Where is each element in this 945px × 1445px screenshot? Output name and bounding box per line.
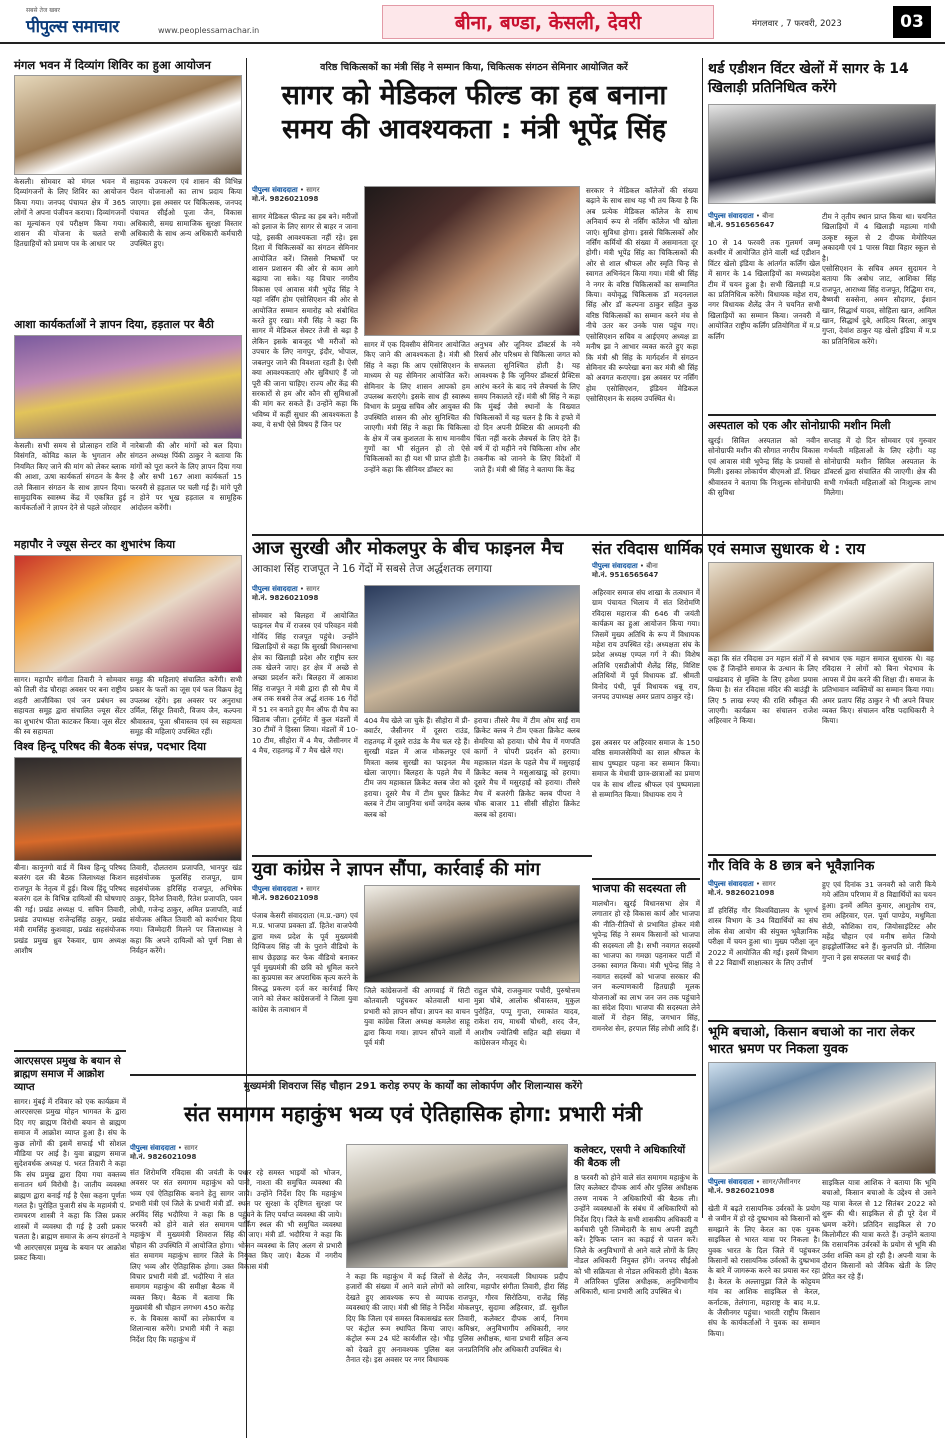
lead-headline-line1: सागर को मेडिकल फील्ड का हब बनाना [281,80,667,111]
column-divider [702,58,703,1218]
bottom-byline: पीपुल्स संवाददाता • सागर मो.नं. 9826021098 [130,1144,234,1162]
byline-name: पीपुल्स संवाददाता [252,585,298,593]
article-text: सप्ताह में दो दिन सोमवार एवं गुरुवार गर्भवती महिलाओं के लिए रहेगी। यह सोनोग्राफी मशीन सिविल अस्पताल के डॉक्टर्स द्वारा संचालित की जाएगी। क्षेत्र की सभी गर्भवती महिलाओं को निःशुल्क लाभ मिलेगा। [824,436,936,498]
article-text: तिवारी, दौलतराम प्रजापति, भानपुर खंड सहसंयोजक फूलसिंह राजपूत, ग्राम सहसंयोजक हरिसिंह राजपूत, अभिषेक ठाकुर, दिनेश तिवारी, रितेश प्रजापति, पवन लोधी, गजेन्द्र ठाकुर, अमित प्रजापति, वार्ड संयोजक अंकित तिवारी को कार्यभार दिया गया। जिम्मेदारी मिलने पर जिलाध्यक्ष ने कहा कि अपने दायित्वों को पूर्ण निष्ठा से निर्वहन करेंगे। [130,863,242,956]
article-text: हराया। तीसरे मैच में टीम ओम साईं राम क्रिकेट क्लब ने टीम एकता क्रिकेट क्लब सेमरिया को हराया। चौथे मैच में गणपति कार्गो ने चोपरी प्रदर्शन को हराया। महाकाल मंडल के पहले मैच में मसुरहाई क्रिकेट क्लब ने मसुआखाडू़ को हराया। दूसरे मैच में मसुरहाई को हराया। तीसरे मैच में बजरंगी क्रिकेट क्लब पीपरा ने चौक बाजार 11 सीसी सीहोरा क्रिकेट क्लब को हराया। [474,716,580,819]
byline-name: पीपुल्स संवाददाता [708,212,754,220]
headline: विश्व हिन्दू परिषद की बैठक संपन्न, पदभार दिया [14,740,206,753]
byline-mobile: मो.नं. 9826021098 [708,889,775,897]
article-text: एसोसिएशन के सचिव अमन सुदामन ने बताया कि अबोध जाट, आशिका सिंह राजपूत, आराध्या सिंह राजपूत, रिद्धिमा राय, बैष्णवी सक्सेना, अमन सौदागर, ईशान खान, सिद्धार्थ यादव, सोहिला खान, आमिल खान, सिद्धार्थ दुबे, आदित्य बिरला, आयुष गुप्ता, देवांश ठाकुर यह खेलो इंडिया में म.प्र का प्रतिनिधित्व करेंगे। [822,264,936,346]
headline: गौर विवि के 8 छात्र बने भूवैज्ञानिक [708,854,936,876]
article-text: संत शिरोमणि रविदास की जयंती के अवसर पर संत समागम महाकुंभ को भव्य एवं ऐतिहासिक बनाने हेतु सागर प्रभारी मंत्री एवं जिले के प्रभारी मंत्री डॉ. अरविंद सिंह भदौरिया ने कहा कि 8 फरवरी को होने वाले संत समागम महाकुंभ में मुख्यमंत्री शिवराज सिंह चौहान की उपस्थिति में आयोजित होगा। संत समागम महाकुंभ सागर जिले के लिए भव्य और ऐतिहासिक होगा। उक्त विचार प्रभारी मंत्री डॉ. भदौरिया ने संत समागम महाकुंभ की समीक्षा बैठक में व्यक्त किए। बैठक में बताया कि मुख्यमंत्री श्री चौहान लगभग 450 करोड़ रु. के विकास कार्यों का लोकार्पण व शिलान्यास करेंगे। प्रभारी मंत्री ने कहा निर्देश दिए कि महाकुंभ में [130,1168,234,1344]
article-text: बीना। कानूनगो वार्ड में विश्व हिन्दू परिषद बजरंग दल की बैठक जिलाध्यक्ष किशन राजपूत के नेतृत्व में हुई। विश्व हिंदू परिषद बजरंग दल के विभिन्न दायित्वों की घोषणाएं की गई। प्रखंड अध्यक्ष पं. सचिन तिवारी, प्रखंड उपाध्यक्ष राजेन्द्रसिंह ठाकुर, प्रखंड मंत्री रामसिंह कुशवाहा, प्रखंड सहसंयोजक प्रखंड प्रमुख ध्रुव रैकवार, ग्राम अध्यक्ष आशीष [14,863,126,956]
congress-byline: पीपुल्स संवाददाता • सागर मो.नं. 9826021098 [252,885,358,903]
byline-name: पीपुल्स संवाददाता [708,1178,754,1186]
section-title: बीना, बण्डा, केसली, देवरी [454,12,642,34]
lead-text-col1: सागर मेडिकल फील्ड का हब बने। मरीजों को इलाज के लिए सागर से बाहर न जाना पड़े, इसकी आवश्यकता नहीं रहे। इस दिशा में चिकित्सकों का संगठन सेमिनार आयोजित करें। जिससे निष्कर्षों पर शासन प्रशासन की ओर से काम आगे बढ़ाया जा सके। यह विचार नगरीय विकास एवं आवास मंत्री भूपेंद्र सिंह ने यहां नर्सिंग होम एसोसिएशन की ओर से आयोजित सम्मान समारोह को संबोधित करते हुए रखा। मंत्री सिंह ने कहा कि सागर में मेडिकल सेक्टर तेजी से बढ़ा है लेकिन इसके बावजूद भी मरीजों को उपचार के लिए नागपुर, इंदौर, भोपाल, जबलपुर जाने की विवशता रहती है। ऐसी क्या आवश्यकताएं और सुविधाएं हैं जो पूरी की जाना चाहिए। राज्य और केंद्र की सरकारों से हम और कौन सी सुविधाओं की मांग कर सकते हैं। उन्होंने कहा कि भविष्य में कहीं सुधार की आवश्यकता है क्या, ये सभी ऐसे विषय हैं जिन पर [252,212,358,430]
headline: आज सुरखी और मोकलपुर के बीच फाइनल मैच [252,534,592,560]
headline: अस्पताल को एक और सोनोग्राफी मशीन मिली [708,414,936,433]
section-title-banner [382,5,714,39]
lead-text-col4: सरकार ने मेडिकल कॉलेजों की संख्या बढ़ाने के साथ साथ यह भी तय किया है कि अब प्रत्येक मेडिकल कॉलेज के साथ अनिवार्य रूप से नर्सिंग कॉलेज भी खोला जाएं। सुविधा होगा। इससे चिकित्सकों और नर्सिंग कर्मियों की संख्या में असमानता दूर होगी। मंत्री भूपेंद्र सिंह का चिकित्सकों की ओर से शाल श्रीफल और स्मृति चिन्ह से स्वागत अभिनंदन किया गया। मंत्री श्री सिंह ने नगर के वरिष्ठ चिकित्सकों का सम्मानित किया। वयोवृद्ध चिकित्सक डॉ मदनलाल सिंह और डॉ कल्पना ठाकुर सहित कुछ वरिष्ठ चिकित्सकों का सम्मान करने मंच से नीचे उतर कर उनके पास पहुंच गए। एसोसिएशन सचिव व आईएमए अध्यक्ष डा मनीष झा ने आभार व्यक्त करते हुए कहा कि मंत्री श्री सिंह के मार्गदर्शन में संगठन सेमिनार की रूपरेखा बना कर मंत्री श्री सिंह को अवगत कराएगा। इस अवसर पर नर्सिंग होम एसोसिएशन, इंडियन मेडिकल एसोसिएशन के सदस्य उपस्थित थे। [586,186,698,404]
byline-place: सागर [184,1144,198,1152]
news-photo [14,335,242,439]
news-photo [708,1062,936,1174]
lead-text-col3: अनुभव और जूनियर डॉक्टर्स के नये रिसर्च और परिश्रम से चिकित्सा जगत को सफलता सुनिश्चित होती है। यह आवश्यक है कि जूनियर डॉक्टर्स प्रैक्टिस आरंभ करने के बाद नये लैक्चर्स के लिए समय निकालते रहें। मंत्री श्री सिंह ने कहा कि मुंबई जैसे स्थानों के विख्यात चिकित्सकों में यह चलन है कि वे हफ्ते में दो दिन अपनी प्रैक्टिस की आमदनी की चिंता नहीं करके लैक्चर्स के लिए देते हैं। वर्ष में दो महीने नये चिकित्सा शोध और तकनीक को जानने के लिए विदेशों में जाते हैं। मंत्री श्री सिंह ने बताया कि केंद्र [474,340,580,474]
byline-place: बीना [646,562,658,570]
article-text: डॉ हरिसिंह गौर विश्वविद्यालय के भूगर्भ शास्त्र विभाग के 34 विद्यार्थियों का संघ लोक सेवा आयोग की संयुक्त भूवैज्ञानिक परीक्षा में चयन हुआ था। मुख्य परीक्षा जून 2022 में आयोजित की गई। इसमें विभाग से 22 विद्यार्थी साक्षात्कार के लिए उत्तीर्ण [708,906,818,968]
article-text: अहिरवार समाज संघ शाखा के तत्वधान में ग्राम पंचायत भिलाय में संत शिरोमणि रविदास महाराज की 646 वी जयंती कार्यक्रम का हुआ आयोजन किया गया। जिसमें मुख्य अतिथि के रूप में विधायक महेश राय उपस्थित रहे। अध्यक्षता संघ के प्रदेश अध्यक्ष एम्पल गर्ग ने की। विशेष अतिथि एसडीओपी शैलेंद्र सिंह, विशिष्ट अतिथियों में पूर्व विधायक डॉ. श्रीमती विनोद पंथी, पूर्व विधायक धन्नू राय, जनपद उपाध्यक्ष अमर प्रताप ठाकुर रहे। [592,588,700,702]
bhoomi-byline: पीपुल्स संवाददाता • सागर/जैसीनगर मो.नं. 9826021098 [708,1178,820,1196]
cricket-byline: पीपुल्स संवाददाता • सागर मो.नं. 9826021098 [252,585,358,603]
bottom-article [130,1074,696,1130]
article-text: खेती में बढ़ते रासायनिक उर्वरकों के प्रयोग से जमीन में हो रहे दुष्प्रभाव को किसानों को समझाने के लिए केरल का एक युवक साइकिल से भारत यात्रा पर निकला है। युवक भारत के दिल जिले में पहुंचकर किसानों को रासायनिक उर्वरकों के दुष्प्रभाव के बारे में जागरूक करने का प्रयास कर रहा है। केरल के अल्लापुझा जिले के कोट्टयम गांव का आशिक साइकिल से केरल, कर्नाटक, तेलंगाना, महाराष्ट्र के बाद म.प्र. के जैसीनगर पहुंचा। भारती राष्ट्रीय किसान संघ के कार्यकर्ताओं ने युवक का सम्मान किया। [708,1204,820,1338]
issue-date: मंगलवार , 7 फरवरी, 2023 [752,19,842,29]
article-text: कहा कि संत रविदास उन महान संतों में से एक हैं जिन्होंने समाज के उत्थान के लिए पाखंडवाद से मुक्ति के लिए हमेशा प्रयास किया है। संत रविदास मंदिर की बाउंड्री के लिए 5 लाख रुपए की राशि स्वीकृत की जाएगी। कार्यक्रम का संचालन राजेश अहिरवार ने किया। [708,654,818,726]
headline: आरएसएस प्रमुख के बयान से ब्राह्मण समाज में आक्रोश व्याप्त [14,1050,126,1094]
ravidas-byline: पीपुल्स संवाददाता • बीना मो.नं. 9516565647 [592,562,700,580]
lead-article [252,60,696,147]
article-vhp-baithak [14,740,242,957]
article-rss-bayan [14,1050,126,1427]
article-text: ने कहा कि महाकुंभ में कई जिलों से हजारों की संख्या में आने वाले लोगों को देखते हुए आवश्यक रूप से व्यापक व्यवस्थाएं की जाए। मंत्री श्री सिंह ने निर्देश दिए कि जिला एवं समस्त विकासखंड स्तर पर कंट्रोल रूम स्थापित किया जाए। कंट्रोल रूम 24 घंटे कार्यशील रहे। भीड़ को देखते हुए अनावश्यक पुलिस बल तैनात रहे। इस अवसर पर नगर विधायक [346,1272,454,1365]
bottom-headline: संत समागम महाकुंभ भव्य एवं ऐतिहासिक होगा: प्रभारी मंत्री [183,1102,643,1126]
article-text: 404 मैच खेले जा चुके हैं। सीहोरा में प्री-क्वार्टर, जैसीनगर में दूसरा राउंड, राहतगढ़ में दूसरे राउंड के मैच चल रहे हैं। सुरखी मंडल में आज मोकलपुर एवं मित्रता क्लब सुरखी का फाइनल मैच खेला जाएगा। बिलहरा के पहले मैच में टीम जय महाकाल क्रिकेट क्लब जेरा को हराया। दूसरे मैच में टीम घुघर क्रिकेट क्लब ने टीम जामुनिया धर्मो जगदेव क्लब क्लब को [364,716,470,819]
article-text: सहायक उपकरण एवं शासन की विभिन्न पेंशन योजनाओं का लाभ प्रदाय किया जाएगा। इस अवसर पर चिकित्सक, जनपद पंचायत सीईओ पूजा जैन, विकास अधिकारी, समग्र सामाजिक सुरक्षा विस्तार अधिकारी के साथ अन्य अधिकारी कर्मचारी उपस्थित हुए। [130,177,242,249]
article-text: इस अवसर पर अहिरवार समाज के 150 वरिष्ठ समाजसेवियों का साल श्रीफल के साथ पुष्पहार पहना कर सम्मान किया। समाज के मेधावी छात्र-छात्राओं का प्रमाण पत्र के साथ शील्ड श्रीफल एवं पुष्पमाला से सम्मानित किया। विधायक राय ने [592,738,700,800]
logo-tagline: सबसे तेज खबर [26,7,61,14]
byline-place: सागर [762,880,776,888]
article-text: पंजाब केसरी संवाददाता (म.प्र.-छग) एवं म.प्र. भाजपा प्रवक्ता डॉ. हितेश वाजपेयी द्वारा मध्य प्रदेश के पूर्व मुख्यमंत्री दिग्विजय सिंह जी के पुराने वीडियो के साथ छेड़छाड़ कर फेक वीडियो बनाकर पूर्व मुख्यमंत्री की छवि को धूमिल करने का कुप्रयास कर अपराधिक कृत्य करने के विरुद्ध प्रकरण दर्ज कर कार्रवाई किए जाने को लेकर कांग्रेसजनों ने जिला युवा कांग्रेस के तत्वाधान में [252,911,358,1014]
headline: आशा कार्यकर्ताओं ने ज्ञापन दिया, हड़ताल पर बैठी [14,318,214,331]
article-yuva-congress [252,855,592,881]
article-text: मालथौन। खुरई विधानसभा क्षेत्र में लगातार हो रहे विकास कार्य और भाजपा की नीति-रीतियों से प्रभावित होकर मंत्री भूपेन्द्र सिंह ने समय किसानों को भाजपा की सदस्यता ली है। सभी नवागत सदस्यों का भाजपा का गमछा पहनाकर पार्टी में उनका स्वागत किया। मंत्री भूपेन्द्र सिंह ने नवागत सदस्यों को भाजपा सरकार की जन कल्याणकारी हितग्राही मूलक योजनाओं का लाभ जन जन तक पहुंचाने का संदेश दिया। भाजपा की सदस्यता लेने वालों में रोहन सिंह, जगभान सिंह, रामनरेश सेन, हरपाल सिंह लोधी आदि हैं। [592,899,700,1033]
article-text: टीम ने तृतीय स्थान प्राप्त किया था। चयनित खिलाड़ियों में 4 खिलाड़ी महात्मा गांधी उत्कृष्ट स्कूल से 2 दीपक मेमोरियल अकादमी एवं 1 पारस विद्या विहार स्कूल से है। [822,212,936,262]
news-photo [14,757,242,861]
byline-name: पीपुल्स संवाददाता [252,186,298,194]
article-text: हुए एवं दिनांक 31 जनवरी को जारी किये गये अंतिम परिणाम में 8 विद्यार्थियों का चयन हुआ। इनमें अमित कुमार, आशुतोष राय, राम अहिरवार, एल. पूर्वा पाण्डेय, मधुमिता सेठी, कौशिका राय, जियोसाइंटिस्ट और महेंद्र चौहान एवं मनीष समेत जियो हाइड्रोलॉजिस्ट बने हैं। कुलपति प्रो. नीलिमा गुप्ता ने इस सफलता पर बधाई दी। [822,880,936,962]
article-text: साइकिल यात्रा आशिक ने बताया कि भूमि बचाओ, किसान बचाओ के उद्देश्य से उसने यह यात्रा केरल से 12 सितंबर 2022 को शुरू की थी। साइकिल से ही पूरे देश में भ्रमण करेंगे। प्रतिदिन साइकिल से 70 किलोमीटर की यात्रा करते हैं। उन्होंने बताया कि रासायनिक उर्वरकों के प्रयोग से भूमि की उर्वरा शक्ति कम हो रही है। अपनी यात्रा के दौरान किसानों को जैविक खेती के लिए प्रेरित कर रहे हैं। [822,1178,936,1281]
lead-kicker: वरिष्ठ चिकित्सकों का मंत्री सिंह ने सम्मान किया, चिकित्सक संगठन सेमिनार आयोजित करें [320,62,628,73]
article-gaur-vivi [708,854,936,876]
news-photo [708,562,934,652]
byline-place: सागर [306,585,320,593]
headline: थर्ड एडीशन विंटर खेलों में सागर के 14 खिलाड़ी प्रतिनिधित्व करेंगे [708,61,909,96]
article-bhoomi-bachao [708,1020,936,1174]
subheadline: आकाश सिंह राजपूत ने 16 गेंदों में सबसे तेज अर्द्धशतक लगाया [252,563,492,575]
byline-mobile: मो.नं. 9516565647 [592,571,659,579]
byline-place: सागर/जैसीनगर [762,1178,801,1186]
website-url[interactable]: www.peoplessamachar.in [158,26,260,35]
article-text: खुरई। सिविल अस्पताल को नवीन सोनोग्राफी मशीन की सौगात नगरीय विकास एवं आवास मंत्री भूपेन्द्र सिंह के प्रयासों से मिली। इसका लोकार्पण बीएमओ डॉ. शिखर श्रीवास्तव ने बताया कि निःशुल्क सोनोग्राफी की सुविधा [708,436,820,498]
article-bjp-membership [592,878,700,1079]
lead-byline: पीपुल्स संवाददाता • सागर मो.नं. 9826021098 [252,186,358,204]
article-text: पधार रहे समस्त भाइयों को भोजन, पानी, नाश्ता की समुचित व्यवस्था की जाये। उन्होंने निर्देश दिए कि महाकुंभ स्थल पर सुरक्षा के दृष्टिगत सुरक्षा पर पहुंचने के लिए पर्याप्त व्यवस्था की जाये। पार्किंग स्थल की भी समुचित व्यवस्था की जाए। मंत्री डॉ. भदौरिया ने कहा कि भोजन व्यवस्था के लिए अलग से प्रभारी नियुक्त किए जाएं। बैठक में नगरीय विकास मंत्री [238,1168,342,1271]
article-text: स्वभाव एक महान समाज सुधारक थे। वह रविदास ने लोगों को बिना भेदभाव के आपस में प्रेम करने की शिक्षा दी। समाज के प्रतिभावान व्यक्तियों का सम्मान किया गया। अमर प्रताप सिंह ठाकुर ने भी अपने विचार व्यक्त किए। संचालन वरिष्ठ पदाधिकारी ने किया। [822,654,934,726]
article-juice-center [14,538,242,737]
headline: संत रविदास धार्मिक एवं समाज सुधारक थे : राय [592,534,944,560]
byline-name: पीपुल्स संवाददाता [252,885,298,893]
article-sant-ravidas [592,534,944,560]
article-text: केसली। सोमवार को मंगल भवन में दिव्यांगजनों के लिए शिविर का आयोजन किया गया। जनपद पंचायत क्षेत्र में 365 लोगों ने अपना पंजीयन कराया। दिव्यांगजनों का मूल्यांकन एवं परीक्षण किया गया। शासन की योजना के चलते सभी हितग्राहियों को प्रमाण पत्र के आधार पर [14,177,126,249]
article-text: जिले कांग्रेसजनों की आगवाई में सिटी कोतवाली पहुंचकर कोतवाली थाना प्रभारी को ज्ञापन सौंपा। ज्ञापन का वाचन युवा कांग्रेस जिला अध्यक्ष कमलेश साहू द्वारा किया गया। ज्ञापन सौंपने वालों में पूर्व मंत्री [364,986,470,1048]
article-text: सागर। मुंबई में रविवार को एक कार्यक्रम में आरएसएस प्रमुख मोहन भागवत के द्वारा दिए गए ब्राह्मण विरोधी बयान से ब्राह्मण समाज में आक्रोश व्याप्त हुआ है। संघ के कुछ लोगों की इसमें सफाई भी सोशल मीडिया पर आई है। युवा ब्राह्मण समाज सुदेशवर्धक अध्यक्ष पं. भरत तिवारी ने कहा कि संघ प्रमुख द्वारा दिया गया वक्तव्य सनातन धर्म विरोधी है। जातीय व्यवस्था ब्राह्मण द्वारा बनाई गई है ऐसा कहना पूर्णतः गलत है। पुरोहित पुजारी संघ के महामंत्री पं. रामचरण शास्त्री ने कहा कि जिस प्रकार शास्त्रों में व्यवस्था दी गई है उसी प्रकार चलता है। ब्राह्मण समाज के अन्य संगठनों ने भी आरएसएस प्रमुख के बयान पर आक्रोश प्रकट किया। [14,1097,126,1263]
lead-headline-line2: समय की आवश्यकता : मंत्री भूपेंद्र सिंह [281,114,667,145]
headline: मंगल भवन में दिव्यांग शिविर का हुआ आयोजन [14,58,211,72]
byline-mobile: मो.नं. 9826021098 [130,1153,197,1161]
article-text: 10 से 14 फरवरी तक गुलमर्ग जम्मू कश्मीर में आयोजित होने वाली थर्ड एडीशन विंटर खेलो इंडिया के आंतर्गत कर्लिंग खेल में सागर के 14 खिलाड़ियों का मध्यप्रदेश टीम में चयन हुआ है। सभी खिलाड़ी म.प्र का प्रतिनिधित्व करेंगे। विधायक महेश राय, नगर विधायक शैलेंद्र जैन ने चयनित सभी खिलाड़ियों का सम्मान किया। जनवरी में आयोजित राष्ट्रीय कर्लिंग प्रतियोगिता में म.प्र कर्लिंग [708,238,820,341]
news-photo [14,75,242,175]
byline-mobile: मो.नं. 9516565647 [708,221,775,229]
article-text: राहुल चौबे, राजकुमार पचौरी, पुरुषोत्तम मुन्ना चौबे, आलोक श्रीवास्तव, मुकुल पुरोहित, पप्पू गुप्ता, रमाकांत यादव, राकेश राय, माधवी चौधरी, शरद जैन, आशीष ज्योतिषी सहित बड़ी संख्या में कांग्रेसजन मौजूद थे। [474,986,580,1048]
article-text: 8 फरवरी को होने वाले संत समागम महाकुंभ के लिए कलेक्टर दीपक आर्य और पुलिस अधीक्षक तरुण नायक ने अधिकारियों की बैठक ली। उन्होंने व्यवस्थाओं के संबंध में अधिकारियों को निर्देश दिए। जिले के सभी शासकीय अधिकारी व कर्मचारी पूरी जिम्मेदारी के साथ अपनी ड्यूटी करें। ट्रैफिक प्लान का कड़ाई से पालन करें। जिले के अनुविभागों से आने वाले लोगों के लिए नोडल अधिकारी नियुक्त होंगे। जनपद सीईओ को भी सक्रियता से नोडल अधिकारी होंगे। बैठक में अतिरिक्त पुलिस अधीक्षक, अनुविभागीय अधिकारी, थाना प्रभारी आदि उपस्थित थे। [574,1173,698,1297]
byline-mobile: मो.नं. 9826021098 [252,894,319,902]
news-photo [14,555,242,673]
article-winter-games [708,60,936,204]
article-text: समूह की महिलाएं संचालित करेंगी। सभी प्रकार के फलों का जूस एवं फल विक्रय हेतु उपलब्ध रहेंगे। इस अवसर पर अनुराधा उर्मिल, सिंदूर तिवारी, विजय जैन, कल्पना श्रीवास्तव, पूजा श्रीवास्तव एवं स्व सहायता समूह की महिलाएं उपस्थित रहीं। [130,675,242,737]
article-text: नारेबाजी की और मांगों को बल दिया। संगठन अध्यक्ष पिंकी ठाकुर ने बताया कि मांगों को पूरा करने के लिए ज्ञापन दिया गया है और सभी 167 आशा कार्यकर्ता 15 फरवरी से हड़ताल पर चली गई हैं। मांगे पूरी न होने पर भूख हड़ताल व सामूहिक आंदोलन करेंगी। [130,441,242,513]
article-cricket-final [252,534,592,576]
sidebar-collector-meeting [574,1144,698,1433]
lead-photo [364,186,580,336]
headline: युवा कांग्रेस ने ज्ञापन सौंपा, कार्रवाई की मांग [252,855,592,881]
masthead [0,0,945,44]
article-asha-karyakarta [14,318,242,514]
byline-mobile: मो.नं. 9826021098 [252,594,319,602]
headline: भाजपा की सदस्यता ली [592,878,700,896]
article-divyang-shivir [14,58,242,250]
news-photo [708,104,936,204]
newspaper-logo [26,6,156,36]
article-sonography [708,414,936,530]
byline-name: पीपुल्स संवाददाता [708,880,754,888]
byline-mobile: मो.नं. 9826021098 [252,195,319,203]
page-number: 03 [893,6,931,38]
logo-text: पीपुल्स समाचार [26,17,119,37]
article-text: शैलेंद्र जैन, नरयावली विधायक प्रदीप लारिया, महापौर संगीता तिवारी, हीरा सिंह राजपूत, गौरव सिरोठिया, राजेंद्र सिंह मोकलपुर, सुदामा अहिरवार, डॉ. सुशील तिवारी, कलेक्टर दीपक आर्य, निगम कमिश्नर, अनुविभागीय अधिकारी, नगर पुलिस अधीक्षक, थाना प्रभारी सहित अन्य जनप्रतिनिधि और अधिकारी उपस्थित थे। [458,1272,568,1354]
headline: भूमि बचाओ, किसान बचाओ का नारा लेकर भारत भ्रमण पर निकला युवक [708,1020,936,1058]
byline-place: बीना [762,212,774,220]
article-text: सोमवार को बिलहरा में आयोजित फाइनल मैच में राजस्व एवं परिवहन मंत्री गोविंद सिंह राजपूत पहुंचे। उन्हाेंने खिलाड़ियों से कहा कि सुरखी विधानसभा क्षेत्र का खिलाड़ी प्रदेश और राष्ट्रीय स्तर तक खेलने जाए। हर क्षेत्र में अच्छे से अच्छा प्रदर्शन करें। बिलहरा में आकाश सिंह राजपूत ने मंत्री द्वारा ही सौ मैच में अब तक सबसे तेज अर्द्ध शतक 16 गेंदों में 51 रन बनाते हुए मैन ऑफ दी मैच का खिताब जीता। टूर्नामेंट में कुल मंडलों में 30 टीमों ने हिस्सा लिया। मंडलों में 10-10 टीम, सीहोरा में 4 मैच, जैसीनगर में 4 मैच, राहतगढ़ में 7 मैच खेले गए। [252,611,358,756]
lead-text-col2: सागर में एक दिवसीय सेमिनार आयोजित किए जाने की आवश्यकता है। मंत्री श्री सिंह ने कहा कि आप एसोसिएशन के माध्यम से यह सेमिनार आयोजित करें। सेमिनार के लिए शासन आपको हम उपलब्ध कराएंगे। इसके साथ ही स्वास्थ्य विभाग के प्रमुख सचिव और आयुक्त की उपस्थिति शासन की ओर सुनिश्चित की जाएगी। मंत्री सिंह ने कहा कि चिकित्सा के क्षेत्र में जब कुशलता के साथ मानवीय गुणों का भी संतुलन हो तो ऐसे चिकित्सकों का ही यश भी प्राप्त होती है। उन्होंने कहा कि सीनियर डॉक्टर का [364,340,470,474]
article-text: सागर। महापौर संगीता तिवारी ने सोमवार को तिली रोड चौराहा अवसर पर बना राष्ट्रीय शहरी आजीविका एवं जन प्रबंधन स्व सहायता समूह द्वारा संचालित ज्यूस सेंटर का शुभारंभ फीता काटकर किया। जूस सेंटर की स्व सहायता [14,675,126,737]
headline: कलेक्टर, एसपी ने अधिकारियों की बैठक ली [574,1145,686,1169]
byline-name: पीपुल्स संवाददाता [592,562,638,570]
winter-byline: पीपुल्स संवाददाता • बीना मो.नं. 9516565647 [708,212,820,230]
article-text: केसली। सभी समय से प्रोत्साहन राशि में विसंगति, कोविड काल के भुगतान और नियमित किए जाने की मांग को लेकर ब्लाक की आशा, ऊषा कार्यकर्ता संगठन के बैनर तले किसान संगठन के साथ ज्ञापन दिया। सामुदायिक स्वास्थ्य केंद्र में एकत्रित हुई कार्यकर्ताओं ने ज्ञापन देने से पहले जोरदार [14,441,126,513]
news-photo [364,885,580,983]
news-photo [346,1144,568,1268]
byline-mobile: मो.नं. 9826021098 [708,1187,775,1195]
byline-name: पीपुल्स संवाददाता [130,1144,176,1152]
news-photo [364,585,580,713]
byline-place: सागर [306,186,320,194]
bottom-kicker: मुख्यमंत्री शिवराज सिंह चौहान 291 करोड़ रुपए के कार्यों का लोकार्पण और शिलान्यास करेंगे [130,1074,696,1092]
byline-place: सागर [306,885,320,893]
headline: महापौर ने ज्यूस सेन्टर का शुभारंभ किया [14,538,176,551]
gaur-byline: पीपुल्स संवाददाता • सागर मो.नं. 9826021098 [708,880,818,898]
